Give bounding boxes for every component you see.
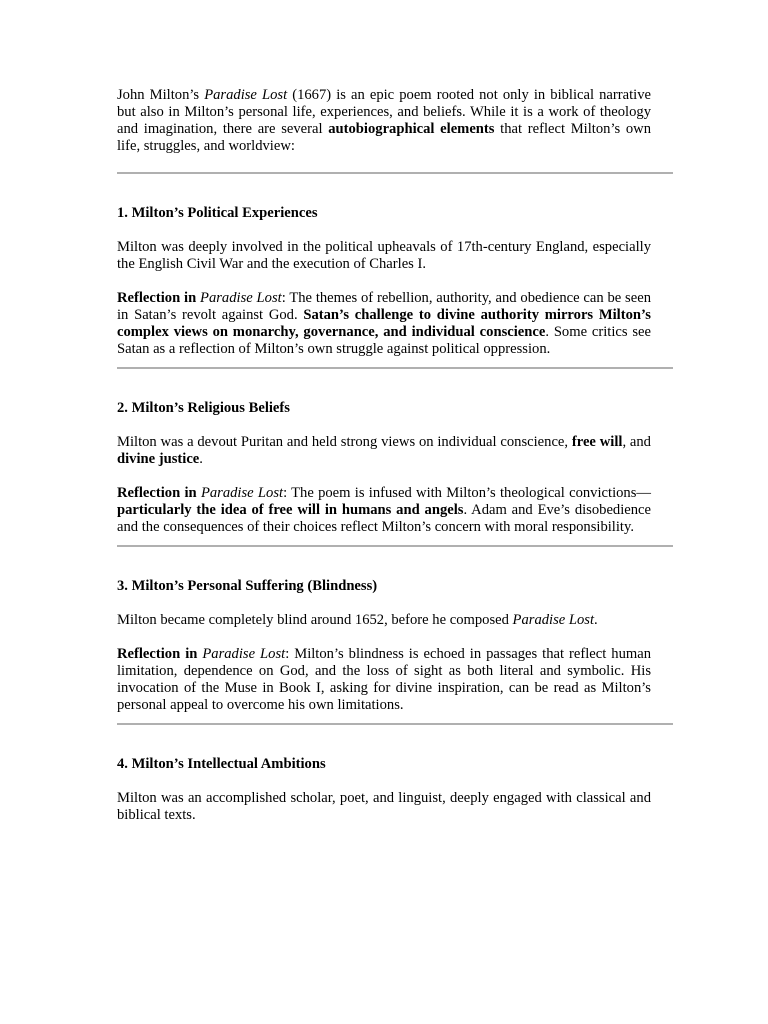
poem-title: Paradise Lost xyxy=(204,87,288,103)
section-body-blindness: Milton became completely blind around 1652, before he composed Paradise Lost. xyxy=(117,612,598,628)
reflection-blindness: Reflection in Paradise Lost: Milton’s blindness is echoed in passages that reflect human limitation, dependence on God, and the loss of sight as both literal and symbolic. His invocation of the Muse in Book I, asking for divine inspiration, can be read as Milton’s personal appeal to overcome his own limitations. xyxy=(117,646,652,713)
section-heading-political: 1. Milton’s Political Experiences xyxy=(117,205,318,221)
section-body-intellectual: Milton was an accomplished scholar, poet, and linguist, deeply engaged with classical and biblical texts. xyxy=(117,790,651,823)
intro-paragraph: John Milton’s Paradise Lost (1667) is an epic poem rooted not only in biblical narrative but also in Milton’s personal life, experiences, and beliefs. While it is a work of theology and imagination, there are several autobiographical elements that reflect Milton’s own life, struggles, and worldview: xyxy=(117,87,652,154)
section-body-religious: Milton was a devout Puritan and held strong views on individual conscience, free will, and divine justice. xyxy=(117,434,651,467)
reflection-religious: Reflection in Paradise Lost: The poem is infused with Milton’s theological convictions—particularly the idea of free will in humans and angels. Adam and Eve’s disobedience and the consequences of their choices reflect Milton’s concern with moral responsibility. xyxy=(117,485,652,535)
section-heading-blindness: 3. Milton’s Personal Suffering (Blindness) xyxy=(117,578,378,594)
section-divider xyxy=(117,367,673,369)
section-body-political: Milton was deeply involved in the political upheavals of 17th-century England, especially the English Civil War and the execution of Charles I. xyxy=(117,239,651,272)
emphasis: autobiographical elements xyxy=(328,121,495,137)
section-heading-religious: 2. Milton’s Religious Beliefs xyxy=(117,400,290,416)
document-page xyxy=(117,87,651,841)
section-divider xyxy=(117,172,673,174)
section-heading-intellectual: 4. Milton’s Intellectual Ambitions xyxy=(117,756,326,772)
section-divider xyxy=(117,545,673,547)
section-divider xyxy=(117,723,673,725)
reflection-political: Reflection in Paradise Lost: The themes of rebellion, authority, and obedience can be seen in Satan’s revolt against God. Satan’s challenge to divine authority mirrors Milton’s complex views on monarchy, governance, and individual conscience. Some critics see Satan as a reflection of Milton’s own struggle against political oppression. xyxy=(117,290,651,357)
